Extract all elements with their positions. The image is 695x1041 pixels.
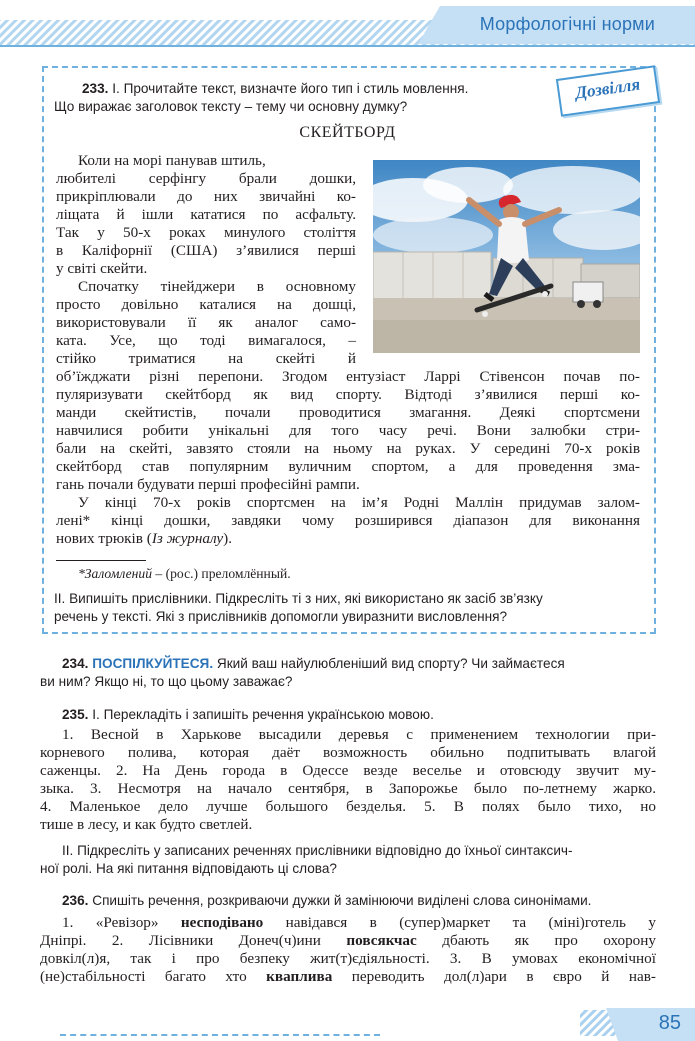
ex233-task2-line1: ІІ. Випишіть прислівники. Підкресліть ті з них, які використано як засіб зв’язку [54,591,543,606]
body-line: використовували її як аналог само- [56,314,356,331]
category-tag-label: Дозвілля [574,74,642,103]
ex233-task-line1 [82,80,468,98]
ex235-line-text: 1. Весной в Харькове высадили деревья с применением технологии при- [62,726,656,743]
skateboarder-photo [373,160,640,353]
section-title: Морфологічні норми [479,14,655,34]
body-line: у світі скейти. [56,260,148,277]
body-line-text: У кінці 70-х років спортсмен на ім’я Родні Маллін придумав залом- [78,494,640,511]
ex236-task-text: Спишіть речення, розкриваючи дужки й замінюючи виділені слова синонімами. [88,893,592,908]
footnote-rule [56,560,146,561]
ex234-line1 [62,655,662,673]
body-line: навчилися робити унікальні для того часу речі. Вони залюбки стри- [56,422,640,439]
footnote-word: *Заломлений [78,566,153,581]
ex233-task-line2: Що виражає заголовок тексту – тему чи основну думку? [54,99,408,114]
ex236-bold-word: несподівано [180,914,264,931]
ex236-bold-word: повсякчас [346,932,417,949]
ex233-task2-line2: речень у тексті. Які з прислівників допомогли увиразнити висловлення? [54,609,508,624]
ex235-line [40,726,656,744]
body-line: лені* кінці дошки, завдяки чому розширився діапазон для виконання [56,512,640,529]
body-line: стійко триматися на скейті й [56,350,356,367]
ex235-line: корневого полива, которая даёт возможность обильно подпитывать влагой [40,744,656,761]
source-citation: Із журналу [151,530,224,547]
body-line: прикріплювали до них звичайні ко- [56,188,356,205]
body-line: ліщата й ішли кататися по асфальту. [56,206,356,223]
ex236-line: довкіл(л)я, так і про безпеку жит(т)єдіяльності. 3. В умовах економічної [40,950,656,967]
ex235-line: 4. Маленькое дело лучше большого безделья. 5. В полях было тихо, но [40,798,656,815]
body-line: пуляризувати скейтборд як вид спорту. Відтоді з’явилися перші ко- [56,386,640,403]
ex236-text: навідався в (супер)маркет та (міні)готель у [263,914,656,931]
footnote [78,565,291,583]
bottom-dash-line [60,1034,380,1038]
ex235-line: зыка. 3. Несмотря на начало сентября, в Запорожье было по-летнему жарко. [40,780,656,797]
ex235-task [62,706,662,724]
ex234-text1: Який ваш найулюбленіший вид спорту? Чи займаєтеся [213,656,565,671]
body-line: в Каліфорнії (США) з’явилися перші [56,242,356,259]
ex233-task-text1: І. Прочитайте текст, визначте його тип і стиль мовлення. [108,81,469,96]
ex236-text: дбають як про охорону [416,932,656,949]
ex235-task2-line2: ної ролі. На які питання відповідають ці слова? [40,861,337,876]
ex235-number: 235. [62,707,89,722]
ex236-text: переводить дол(л)ари в євро й нав- [332,968,656,985]
ex235-line: тише в лесу, и как будто светлей. [40,816,253,833]
ex236-line [40,932,656,950]
ex236-number: 236. [62,893,89,908]
body-line: гань почали будувати перші професійні рампи. [56,476,360,493]
body-line-text: нових трюків ( [56,530,152,547]
body-line: просто довільно каталися на дошці, [56,296,356,313]
ex236-line [40,968,656,986]
ex234-highlight: ПОСПІЛКУЙТЕСЯ. [88,656,214,671]
ex236-bold-word: кваплива [266,968,333,985]
body-line [56,530,640,548]
body-line: манди скейтистів, почали проводитися змагання. Деякі спортсмени [56,404,640,421]
body-line-end: ). [223,530,233,547]
ex235-task-text: І. Перекладіть і запишіть речення українською мовою. [88,707,434,722]
ex234-line2: ви ним? Якщо ні, то що цьому заважає? [40,674,293,689]
body-line-text: Коли на морі панував штиль, [78,152,266,169]
ex235-line: саженцы. 2. На День города в Одессе везде веселье и отовсюду звучит му- [40,762,656,779]
body-line-text: Спочатку тінейджери в основному [78,278,356,295]
body-line: об’їжджати різні перепони. Згодом ентузіаст Ларрі Стівенсон почав по- [56,368,640,385]
body-line: Так у 50-х роках минулого століття [56,224,356,241]
body-line [56,152,356,170]
ex236-line [40,914,656,932]
ex236-text: (не)стабільності багато хто [40,968,267,985]
body-line [56,278,356,296]
body-line: любителі серфінгу брали дошки, [56,170,356,187]
ex236-text: Дніпрі. 2. Лісівники Донеч(ч)ини [40,932,347,949]
page-number: 85 [658,1012,681,1034]
ex236-text: 1. «Ревізор» [62,914,181,931]
body-line: бали на скейті, завзято стояли на ньому на руках. У середині 70-х років [56,440,640,457]
body-line: ката. Усе, що тоді вимагалося, – [56,332,356,349]
text-title: СКЕЙТБОРД [299,124,396,141]
body-line [56,494,640,512]
footnote-text: – (рос.) преломлённый. [152,566,291,581]
ex236-task [62,892,662,910]
ex233-number: 233. [82,81,109,96]
body-line: скейтборд став популярним вуличним спортом, а для проведення зма- [56,458,640,475]
ex234-number: 234. [62,656,89,671]
ex235-task2-line1: ІІ. Підкресліть у записаних реченнях прислівники відповідно до їхньої синтаксич- [62,843,573,858]
